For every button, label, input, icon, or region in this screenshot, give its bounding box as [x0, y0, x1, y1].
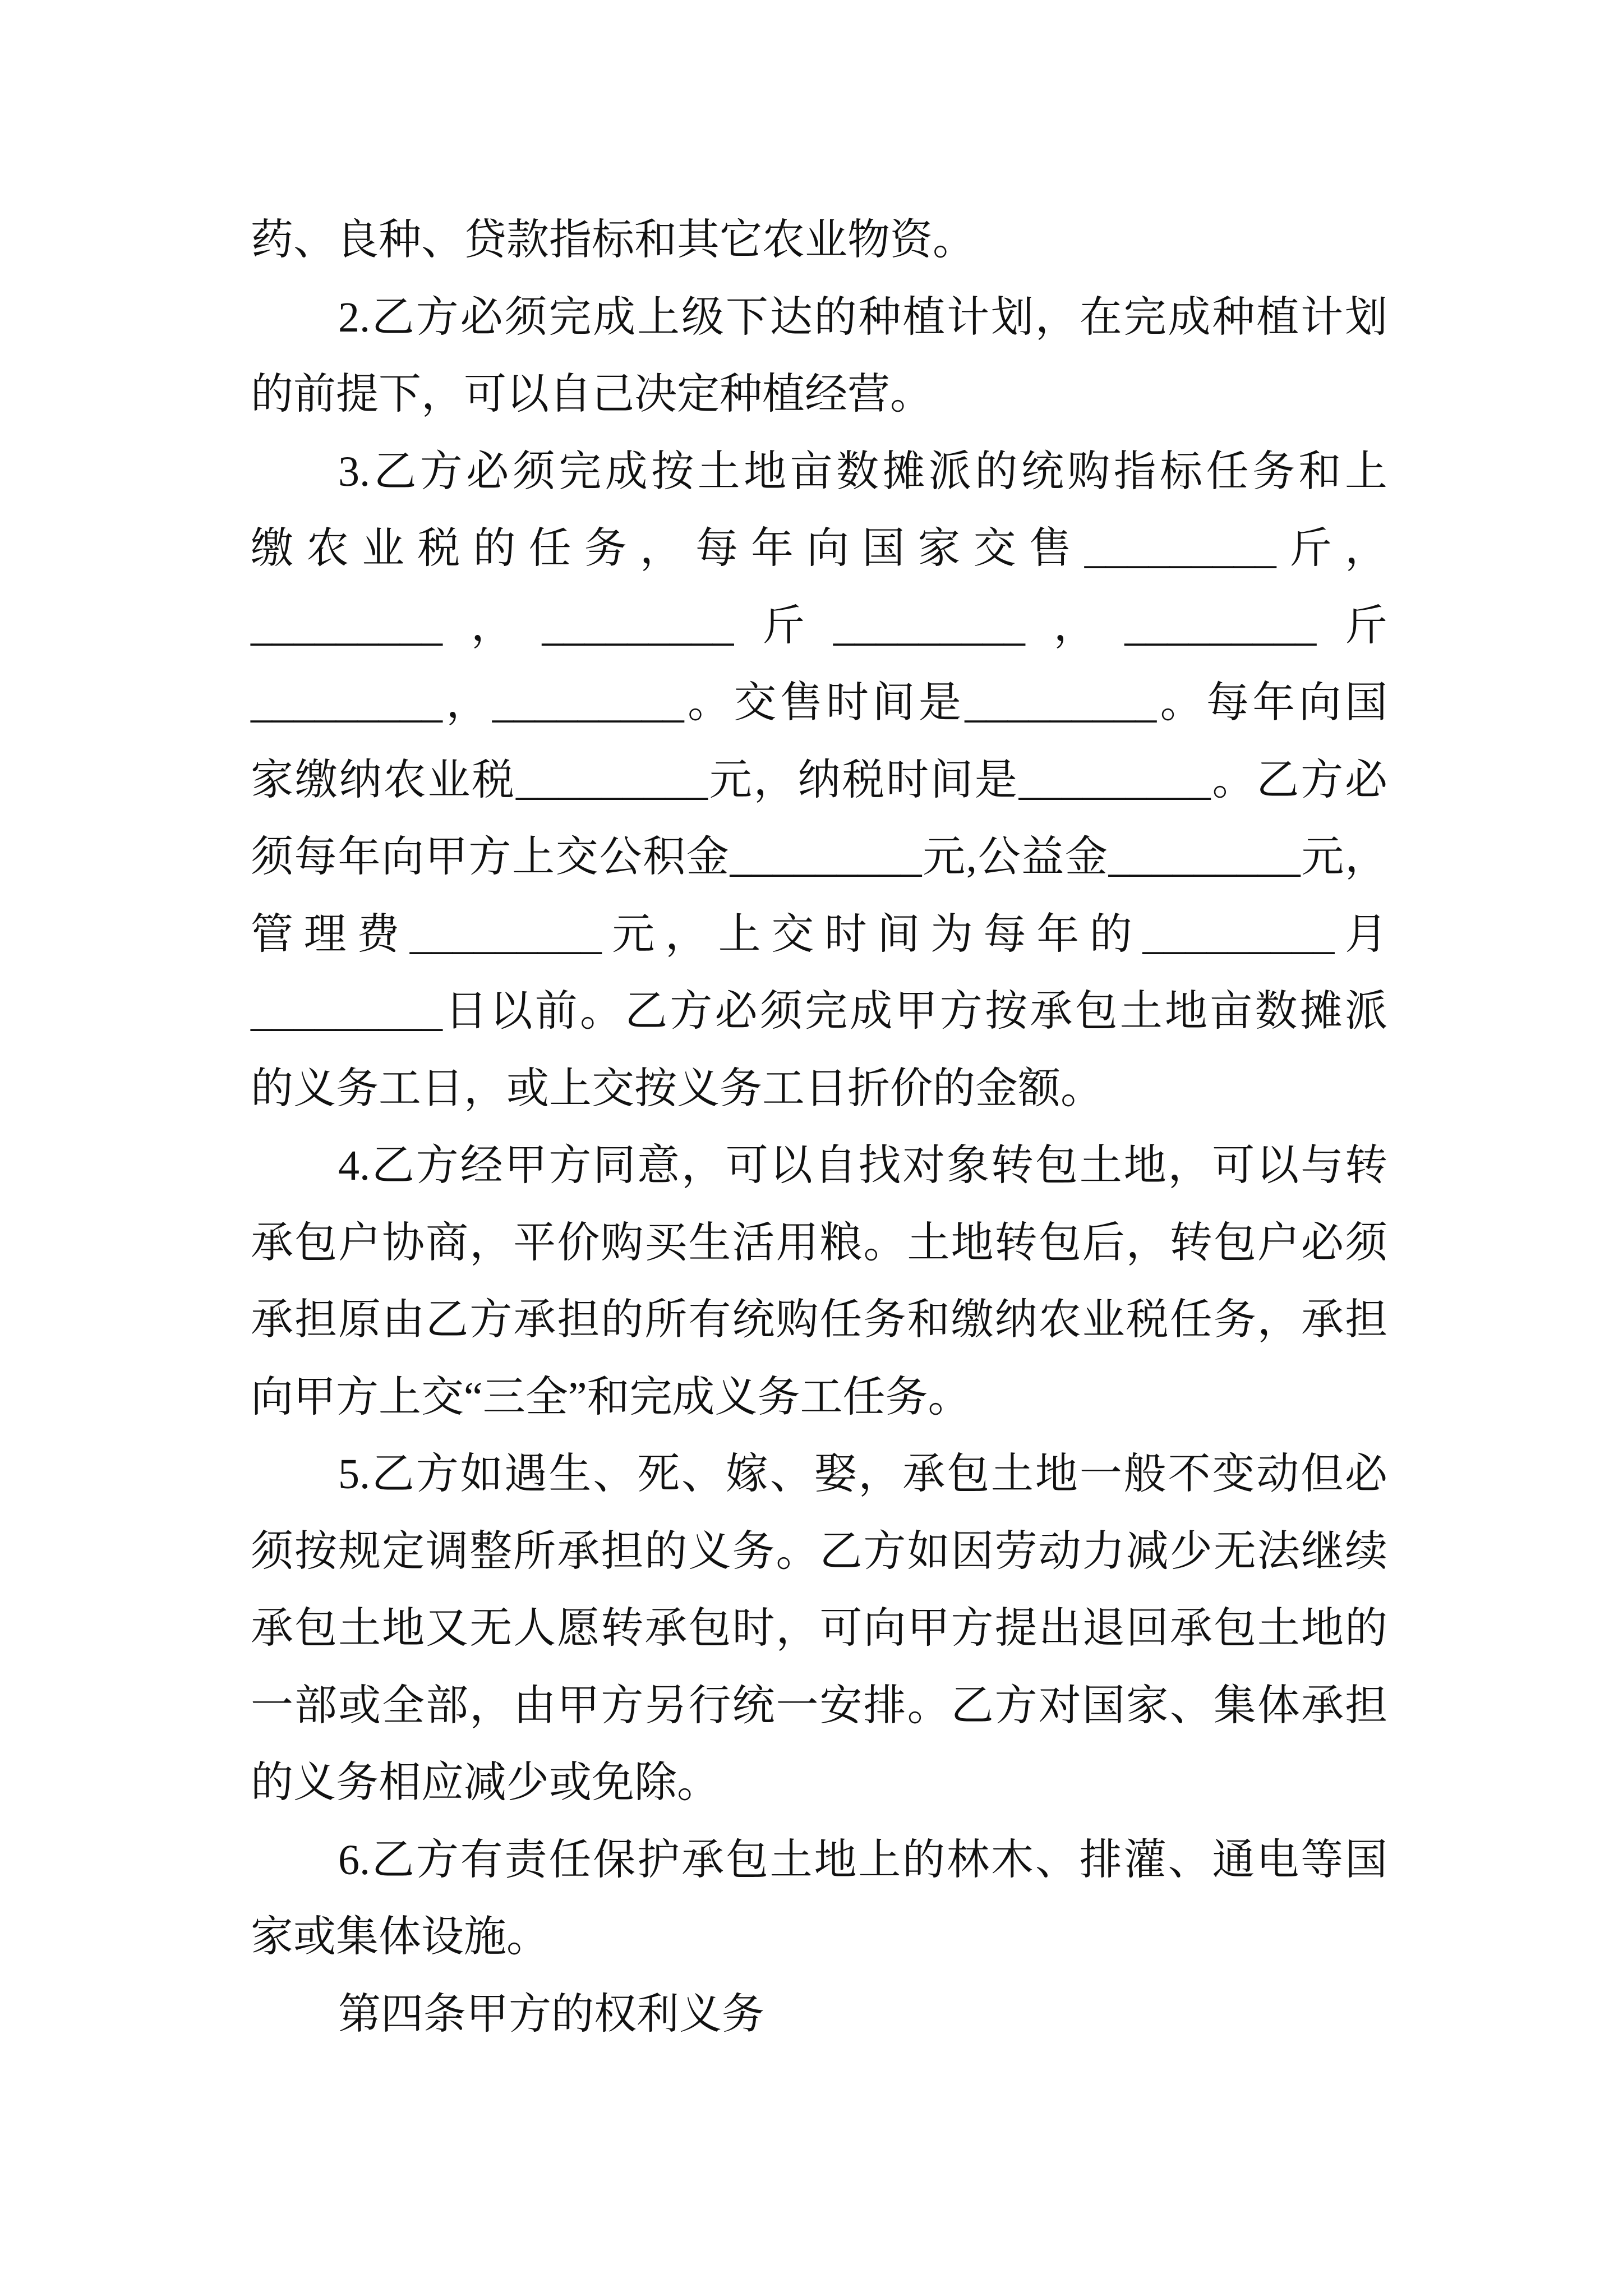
text-line: _________日以前。乙方必须完成甲方按承包土地亩数摊派: [251, 988, 1387, 1035]
text-line: 须按规定调整所承担的义务。乙方如因劳动力减少无法继续: [251, 1527, 1387, 1575]
text-line: 承包户协商，平价购买生活用粮。土地转包后，转包户必须: [251, 1219, 1387, 1267]
text-line: 承包土地又无人愿转承包时，可向甲方提出退回承包土地的: [251, 1605, 1387, 1652]
text-line: 的前提下，可以自己决定种植经营。: [251, 371, 933, 418]
text-line: 承担原由乙方承担的所有统购任务和缴纳农业税任务，承担: [251, 1296, 1387, 1343]
document-body: [251, 202, 1387, 2053]
text-line: 缴农业税的任务，每年向国家交售_________斤，: [251, 525, 1387, 572]
text-line: 向甲方上交“三全”和完成义务工任务。: [251, 1373, 971, 1421]
text-line: 6.乙方有责任保护承包土地上的林木、排灌、通电等国: [338, 1836, 1387, 1884]
text-line: _________，_________。交售时间是_________。每年向国: [251, 679, 1387, 726]
article-4-heading-block: [251, 1976, 1387, 2054]
paragraph-item-6: [251, 1822, 1387, 1976]
paragraph-item-4: [251, 1128, 1387, 1436]
text-line: 一部或全部，由甲方另行统一安排。乙方对国家、集体承担: [251, 1682, 1387, 1729]
text-line: _________，_________斤_________，_________斤: [251, 602, 1387, 650]
text-line: 的义务工日，或上交按义务工日折价的金额。: [251, 1065, 1103, 1112]
section-heading: 第四条甲方的权利义务: [338, 1990, 764, 2038]
text-line: 5.乙方如遇生、死、嫁、娶，承包土地一般不变动但必: [338, 1451, 1387, 1498]
paragraph-continuation: [251, 202, 1387, 279]
paragraph-item-2: [251, 279, 1387, 434]
text-line: 须每年向甲方上交公积金_________元,公益金_________元，: [251, 834, 1387, 881]
text-line: 药、良种、贷款指标和其它农业物资。: [251, 217, 975, 264]
text-line: 的义务相应减少或免除。: [251, 1759, 720, 1806]
text-line: 4.乙方经甲方同意，可以自找对象转包土地，可以与转: [338, 1142, 1387, 1189]
text-line: 管理费_________元，上交时间为每年的_________月: [251, 910, 1387, 958]
paragraph-item-3: [251, 434, 1387, 1128]
text-line: 家或集体设施。: [251, 1913, 549, 1961]
text-line: 2.乙方必须完成上级下达的种植计划，在完成种植计划: [338, 293, 1387, 341]
text-line: 3.乙方必须完成按土地亩数摊派的统购指标任务和上: [338, 448, 1387, 495]
text-line: 家缴纳农业税_________元，纳税时间是_________。乙方必: [251, 756, 1387, 804]
paragraph-item-5: [251, 1436, 1387, 1822]
